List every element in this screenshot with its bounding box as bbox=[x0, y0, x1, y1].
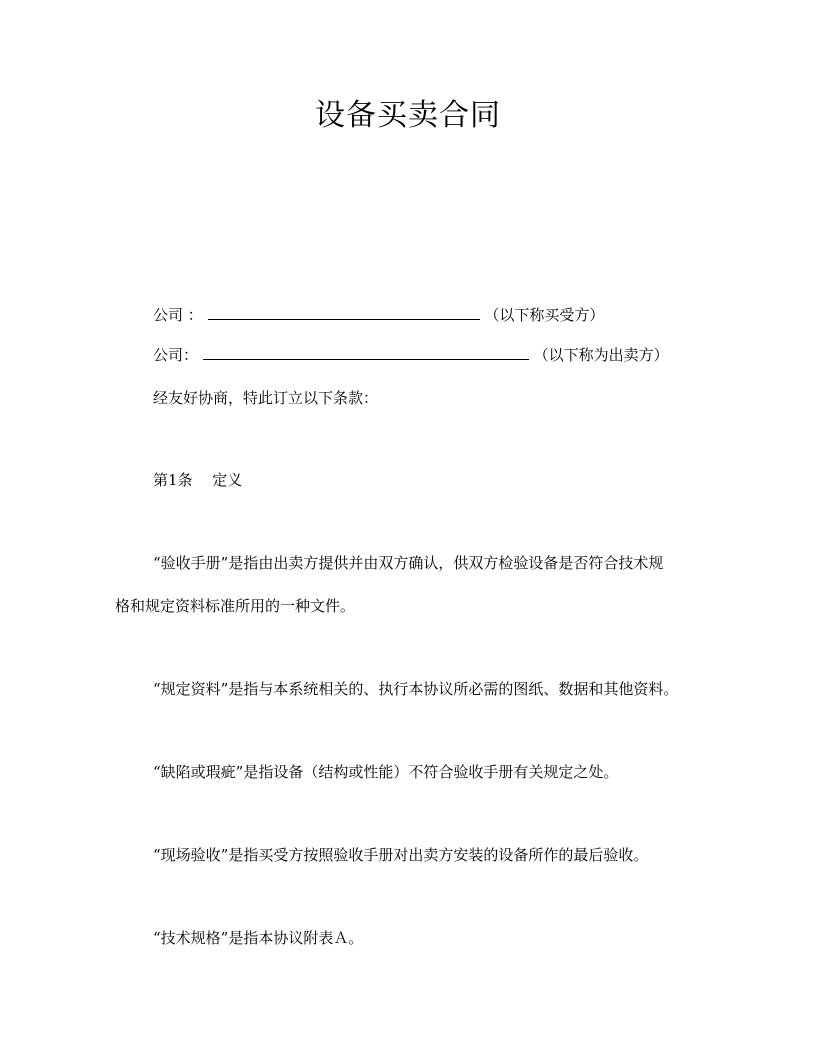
intro-paragraph: 经友好协商，特此订立以下条款： bbox=[153, 389, 379, 407]
seller-party-line bbox=[153, 345, 669, 365]
buyer-party-line bbox=[153, 305, 604, 325]
definition-technical-specs: “技术规格”是指本协议附表Ａ。 bbox=[153, 929, 364, 947]
seller-party-suffix: （以下称为出卖方） bbox=[533, 346, 669, 364]
definition-acceptance-manual-cont: 格和规定资料标准所用的一种文件。 bbox=[115, 597, 356, 615]
definition-site-acceptance: “现场验收”是指买受方按照验收手册对出卖方安装的设备所作的最后验收。 bbox=[153, 846, 649, 864]
seller-name-blank bbox=[203, 345, 529, 360]
definition-specified-materials: “规定资料”是指与本系统相关的、执行本协议所必需的图纸、数据和其他资料。 bbox=[153, 680, 679, 698]
buyer-name-blank bbox=[208, 305, 480, 320]
buyer-party-suffix: （以下称买受方） bbox=[484, 306, 605, 324]
definition-acceptance-manual: “验收手册”是指由出卖方提供并由双方确认，供双方检验设备是否符合技术规 bbox=[153, 554, 664, 572]
seller-party-label: 公司： bbox=[153, 346, 199, 364]
buyer-party-label: 公司 ： bbox=[153, 306, 203, 324]
document-title: 设备买卖合同 bbox=[315, 98, 501, 133]
article-1-heading: 第1条 定义 bbox=[153, 471, 243, 489]
definition-defects: “缺陷或瑕疵”是指设备（结构或性能）不符合验收手册有关规定之处。 bbox=[153, 763, 619, 781]
